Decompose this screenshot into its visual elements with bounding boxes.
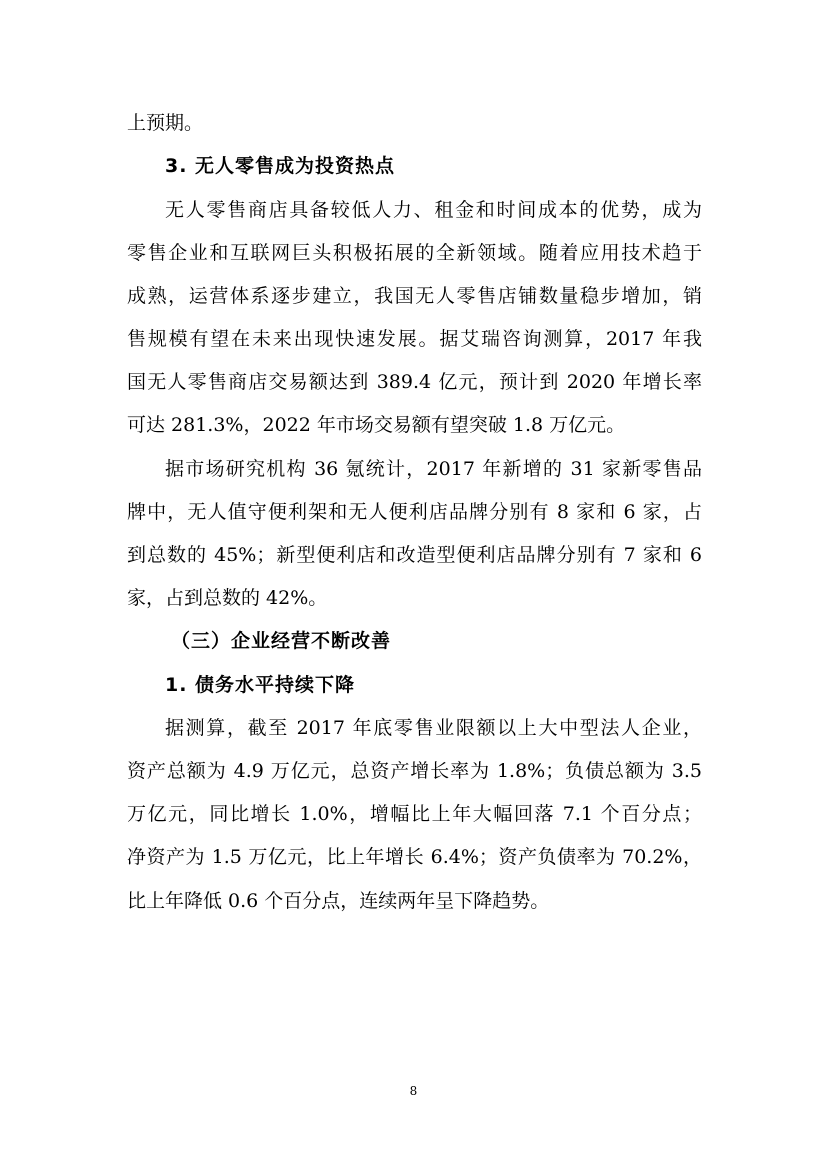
- paragraph-line: 资产总额为 4.9 万亿元，总资产增长率为 1.8%；负债总额为 3.5: [127, 760, 702, 782]
- page-number: 8: [409, 1084, 418, 1098]
- paragraph-line: 据市场研究机构 36 氪统计，2017 年新增的 31 家新零售品: [165, 458, 702, 480]
- paragraph-line: 可达 281.3%，2022 年市场交易额有望突破 1.8 万亿元。: [127, 414, 626, 436]
- paragraph-line: 到总数的 45%；新型便利店和改造型便利店品牌分别有 7 家和 6: [127, 544, 702, 566]
- paragraph-line: 牌中，无人值守便利架和无人便利店品牌分别有 8 家和 6 家，占: [127, 501, 702, 523]
- paragraph-line: 家，占到总数的 42%。: [127, 587, 328, 609]
- paragraph-line: 成熟，运营体系逐步建立，我国无人零售店铺数量稳步增加，销: [127, 285, 702, 307]
- section-heading: （三）企业经营不断改善: [171, 630, 392, 652]
- paragraph-line: 净资产为 1.5 万亿元，比上年增长 6.4%；资产负债率为 70.2%，: [127, 846, 702, 868]
- paragraph-line: 万亿元，同比增长 1.0%，增幅比上年大幅回落 7.1 个百分点；: [127, 803, 702, 825]
- paragraph-line: 国无人零售商店交易额达到 389.4 亿元，预计到 2020 年增长率: [127, 371, 702, 393]
- paragraph-line: 无人零售商店具备较低人力、租金和时间成本的优势，成为: [165, 199, 702, 221]
- paragraph-line: 售规模有望在未来出现快速发展。据艾瑞咨询测算，2017 年我: [127, 328, 702, 350]
- paragraph-line: 据测算，截至 2017 年底零售业限额以上大中型法人企业，: [165, 717, 702, 739]
- subsection-heading-3: 3. 无人零售成为投资热点: [165, 155, 396, 177]
- paragraph-line: 零售企业和互联网巨头积极拓展的全新领域。随着应用技术趋于: [127, 242, 702, 264]
- paragraph-line: 比上年降低 0.6 个百分点，连续两年呈下降趋势。: [127, 890, 550, 912]
- subsection-heading-1: 1. 债务水平持续下降: [165, 674, 356, 696]
- paragraph-line: 上预期。: [127, 112, 204, 134]
